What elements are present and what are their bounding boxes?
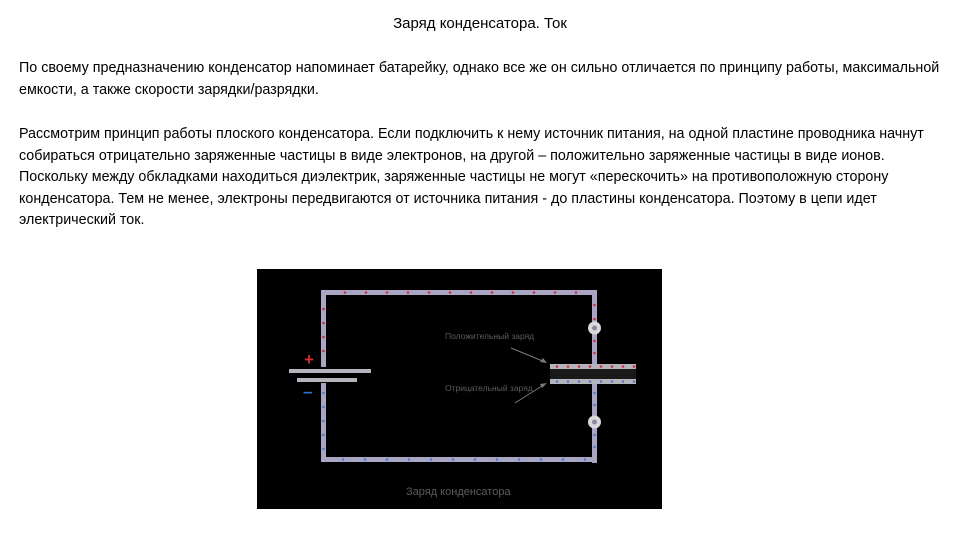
negative-charge-dot xyxy=(589,380,592,383)
negative-charge-dot xyxy=(342,458,345,461)
negative-charge-dot xyxy=(593,446,596,449)
negative-charge-dot xyxy=(567,380,570,383)
negative-charge-dot xyxy=(322,434,325,437)
paragraph-principle: Рассмотрим принцип работы плоского конденсатора. Если подключить к нему источник питания, на одной пластине проводника начнут собираться отрицательно заряженные частицы в виде электронов, на другой – положительно заряженные частицы в виде ионов. Поскольку между обкладками находиться диэлектрик, заряженные частицы не могут «перескочить» на противоположную сторону конденсатора. Тем не менее, электроны передвигаются от источника питания - до пластины конденсатора. Поэтому в цепи идет электрический ток. xyxy=(19,126,924,228)
negative-charge-dot xyxy=(584,458,587,461)
negative-charge-dot xyxy=(430,458,433,461)
negative-charge-dot xyxy=(593,404,596,407)
negative-charge-dot xyxy=(518,458,521,461)
negative-charge-dot xyxy=(496,458,499,461)
positive-charge-dot xyxy=(344,291,347,294)
negative-charge-dot xyxy=(600,380,603,383)
label-positive-charge: Положительный заряд xyxy=(445,331,535,341)
positive-charge-dot xyxy=(593,318,596,321)
negative-charge-dot xyxy=(322,392,325,395)
negative-charge-dot xyxy=(622,380,625,383)
circuit-svg xyxy=(257,269,662,509)
positive-charge-dot xyxy=(633,365,636,368)
negative-charge-dot xyxy=(578,380,581,383)
positive-charge-dot xyxy=(567,365,570,368)
capacitor-charging-diagram xyxy=(257,269,662,509)
label-negative-charge: Отрицательный заряд xyxy=(445,383,533,393)
negative-charge-dot xyxy=(633,380,636,383)
battery-plus-sign: + xyxy=(304,350,314,369)
negative-charge-dot xyxy=(322,406,325,409)
positive-charge-dot xyxy=(322,336,325,339)
positive-charge-dot xyxy=(491,291,494,294)
positive-charge-dot xyxy=(593,304,596,307)
negative-charge-dot xyxy=(593,434,596,437)
positive-charge-dot xyxy=(365,291,368,294)
figure-caption: Заряд конденсатора xyxy=(406,486,511,498)
negative-charge-dot xyxy=(540,458,543,461)
negative-charge-dot xyxy=(593,392,596,395)
negative-charge-dot xyxy=(408,458,411,461)
negative-charge-dot xyxy=(452,458,455,461)
positive-charge-dot xyxy=(322,308,325,311)
positive-charge-dot xyxy=(589,365,592,368)
positive-charge-dot xyxy=(600,365,603,368)
annotation-arrows xyxy=(511,348,547,403)
dielectric-gap xyxy=(550,369,636,379)
negative-charge-dot xyxy=(556,380,559,383)
positive-charge-dot xyxy=(575,291,578,294)
positive-charge-dot xyxy=(593,340,596,343)
positive-charge-dot xyxy=(512,291,515,294)
positive-charge-dot xyxy=(622,365,625,368)
paragraph-intro: По своему предназначению конденсатор напоминает батарейку, однако все же он сильно отличается по принципу работы, максимальной емкости, а также скорости зарядки/разрядки. xyxy=(19,60,940,98)
negative-charge-dot xyxy=(386,458,389,461)
negative-charge-dot xyxy=(364,458,367,461)
battery-minus-sign: – xyxy=(303,382,313,401)
positive-charge-dot xyxy=(611,365,614,368)
positive-charge-dot xyxy=(322,322,325,325)
negative-charge-dot xyxy=(322,448,325,451)
positive-charge-dot xyxy=(449,291,452,294)
slide-title: Заряд конденсатора. Ток xyxy=(393,15,567,32)
positive-charge-dot xyxy=(428,291,431,294)
negative-charge-dot xyxy=(562,458,565,461)
positive-charge-dot xyxy=(578,365,581,368)
negative-charge-dot xyxy=(322,420,325,423)
positive-charge-dot xyxy=(554,291,557,294)
battery-long-plate xyxy=(289,369,371,373)
battery xyxy=(289,350,371,401)
negative-charge-dot xyxy=(474,458,477,461)
positive-charge-dot xyxy=(470,291,473,294)
positive-charge-dot xyxy=(407,291,410,294)
positive-charge-dot xyxy=(533,291,536,294)
positive-charge-dot xyxy=(386,291,389,294)
positive-charge-dot xyxy=(322,350,325,353)
positive-charge-dot xyxy=(593,352,596,355)
positive-charge-dot xyxy=(556,365,559,368)
negative-charge-dot xyxy=(611,380,614,383)
